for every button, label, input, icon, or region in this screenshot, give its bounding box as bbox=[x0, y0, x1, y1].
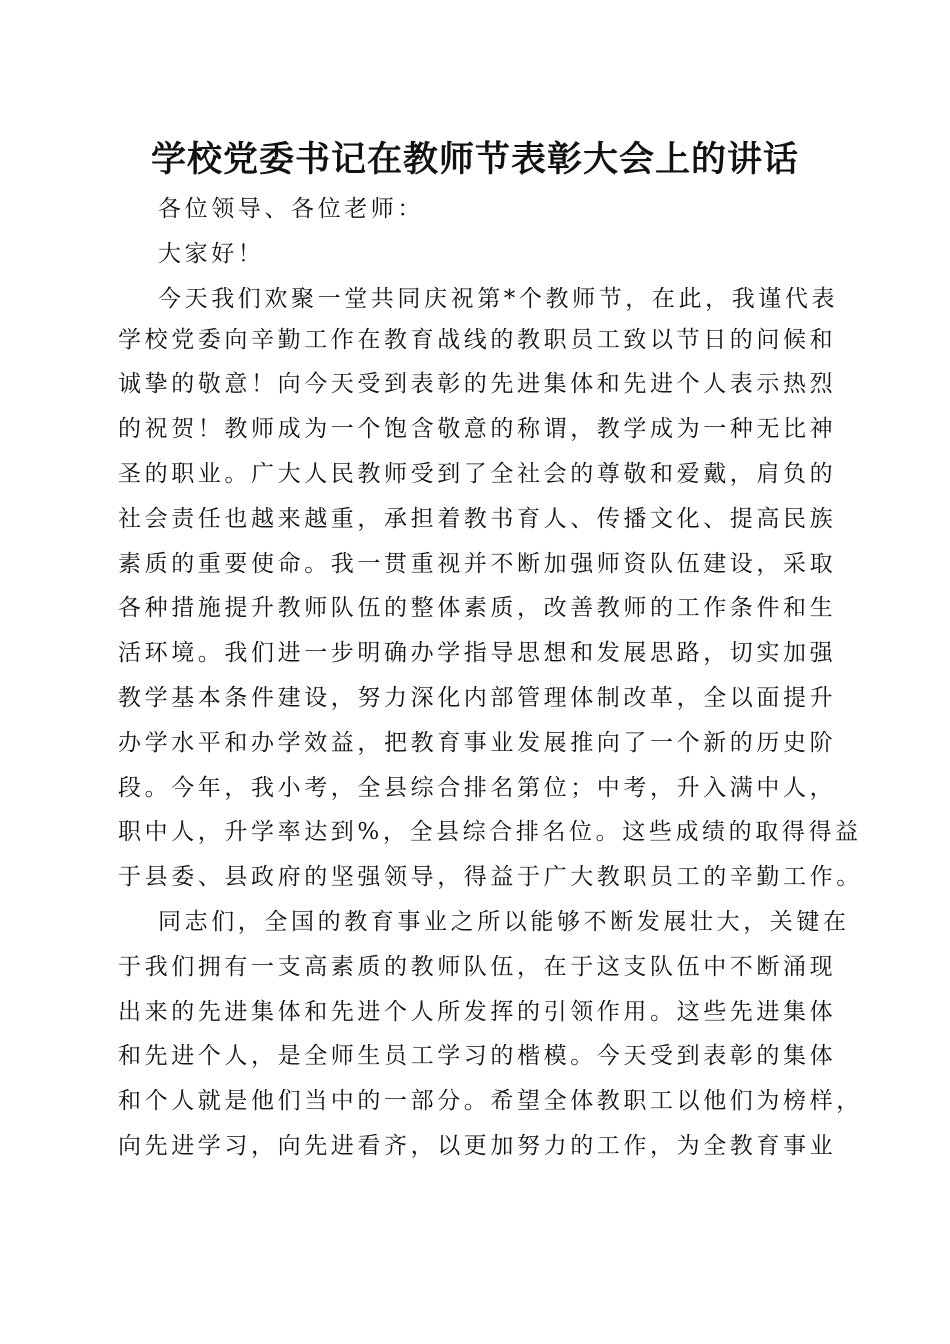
paragraph-1-line: 社会责任也越来越重，承担着教书育人、传播文化、提高民族 bbox=[118, 506, 837, 532]
paragraph-1-line: 办学水平和办学效益，把教育事业发展推向了一个新的历史阶 bbox=[118, 730, 837, 756]
paragraph-1-line: 段。今年，我小考，全县综合排名第位；中考，升入满中人， bbox=[118, 775, 837, 801]
paragraph-1-line: 今天我们欢聚一堂共同庆祝第*个教师节，在此，我谨代表 bbox=[158, 286, 839, 312]
paragraph-2-line: 和先进个人，是全师生员工学习的楷模。今天受到表彰的集体 bbox=[118, 1043, 837, 1069]
paragraph-2-line: 同志们，全国的教育事业之所以能够不断发展壮大，关键在 bbox=[158, 909, 850, 935]
greeting: 大家好！ bbox=[158, 241, 265, 267]
paragraph-2-line: 和个人就是他们当中的一部分。希望全体教职工以他们为榜样， bbox=[118, 1088, 863, 1114]
paragraph-1-line: 于县委、县政府的坚强领导，得益于广大教职员工的辛勤工作。 bbox=[118, 864, 863, 890]
page-title: 学校党委书记在教师节表彰大会上的讲话 bbox=[150, 139, 799, 180]
paragraph-1-line: 的祝贺！教师成为一个饱含敬意的称谓，教学成为一种无比神 bbox=[118, 416, 837, 442]
paragraph-1-line: 学校党委向辛勤工作在教育战线的教职员工致以节日的问候和 bbox=[118, 327, 837, 353]
paragraph-1-line: 职中人，升学率达到%，全县综合排名位。这些成绩的取得得益 bbox=[118, 819, 862, 845]
paragraph-1-line: 活环境。我们进一步明确办学指导思想和发展思路，切实加强 bbox=[118, 640, 837, 666]
paragraph-1-line: 诚挚的敬意！向今天受到表彰的先进集体和先进个人表示热烈 bbox=[118, 371, 837, 397]
paragraph-2-line: 出来的先进集体和先进个人所发挥的引领作用。这些先进集体 bbox=[118, 999, 837, 1025]
paragraph-1-line: 教学基本条件建设，努力深化内部管理体制改革，全以面提升 bbox=[118, 685, 837, 711]
paragraph-2-line: 于我们拥有一支高素质的教师队伍，在于这支队伍中不断涌现 bbox=[118, 954, 837, 980]
salutation: 各位领导、各位老师： bbox=[158, 196, 424, 222]
paragraph-1-line: 素质的重要使命。我一贯重视并不断加强师资队伍建设，采取 bbox=[118, 551, 837, 577]
paragraph-1-line: 圣的职业。广大人民教师受到了全社会的尊敬和爱戴，肩负的 bbox=[118, 461, 837, 487]
paragraph-2-line: 向先进学习，向先进看齐，以更加努力的工作，为全教育事业 bbox=[118, 1133, 837, 1159]
paragraph-1-line: 各种措施提升教师队伍的整体素质，改善教师的工作条件和生 bbox=[118, 595, 837, 621]
